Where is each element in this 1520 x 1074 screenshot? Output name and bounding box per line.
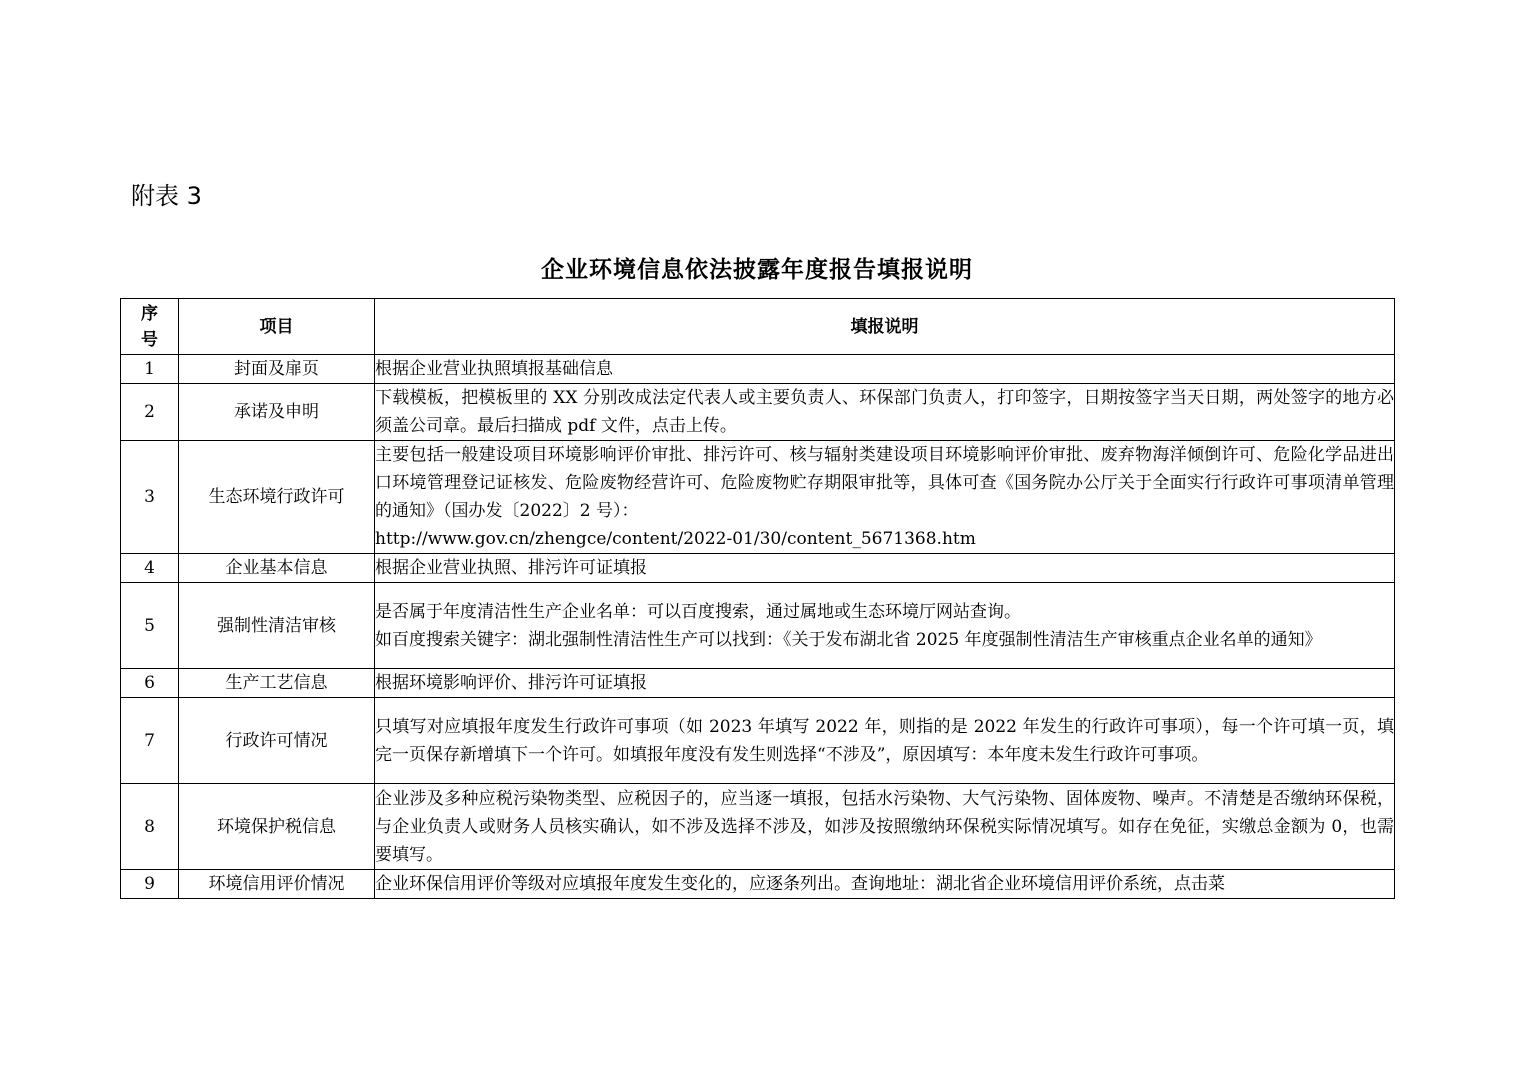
header-serial-number-line1: 序 (141, 303, 158, 324)
instruction-text: 是否属于年度清洁性生产企业名单：可以百度搜索，通过属地或生态环境厅网站查询。 (375, 601, 1021, 622)
row-instructions (375, 669, 1395, 698)
row-instructions (375, 698, 1395, 784)
table-row (121, 554, 1395, 583)
instruction-text: 根据环境影响评价、排污许可证填报 (375, 673, 647, 693)
instruction-text: 下载模板，把模板里的 XX 分别改成法定代表人或主要负责人、环保部门负责人，打印签字，日期按签字当天日期，两处签字的地方必须盖公司章。最后扫描成 pdf 文件，点击上传。 (375, 388, 1394, 436)
instruction-text: 主要包括一般建设项目环境影响评价审批、排污许可、核与辐射类建设项目环境影响评价审批、废弃物海洋倾倒许可、危险化学品进出口环境管理登记证核发、危险废物经营许可、危险废物贮存期限审批等，具体可查《国务院办公厅关于全面实行行政许可事项清单管理的通知》（国办发〔2022〕2 号）： (375, 445, 1394, 521)
row-item: 生态环境行政许可 (179, 441, 375, 554)
table-row (121, 870, 1395, 899)
row-instructions (375, 784, 1395, 870)
instructions-table (120, 298, 1395, 899)
row-item: 环境信用评价情况 (179, 870, 375, 899)
instruction-text: 根据企业营业执照、排污许可证填报 (375, 558, 647, 578)
row-number: 4 (121, 554, 179, 583)
header-item: 项目 (179, 299, 375, 355)
header-serial-number (121, 299, 179, 355)
row-instructions (375, 355, 1395, 384)
row-item: 承诺及申明 (179, 384, 375, 441)
header-serial-number-line2: 号 (141, 329, 158, 350)
instruction-text: 根据企业营业执照填报基础信息 (375, 359, 613, 379)
header-instructions: 填报说明 (375, 299, 1395, 355)
instruction-text: 如百度搜索关键字：湖北强制性清洁性生产可以找到：《关于发布湖北省 2025 年度强制性清洁生产审核重点企业名单的通知》 (375, 629, 1322, 650)
row-number: 2 (121, 384, 179, 441)
table-row (121, 441, 1395, 554)
table-row (121, 669, 1395, 698)
row-number: 3 (121, 441, 179, 554)
table-row (121, 583, 1395, 669)
row-number: 5 (121, 583, 179, 669)
row-item: 生产工艺信息 (179, 669, 375, 698)
row-number: 9 (121, 870, 179, 899)
row-item: 企业基本信息 (179, 554, 375, 583)
row-instructions (375, 583, 1395, 669)
row-number: 7 (121, 698, 179, 784)
table-row (121, 355, 1395, 384)
table-row (121, 384, 1395, 441)
row-instructions (375, 384, 1395, 441)
table-header-row (121, 299, 1395, 355)
row-item: 强制性清洁审核 (179, 583, 375, 669)
row-item: 封面及扉页 (179, 355, 375, 384)
instruction-text: 只填写对应填报年度发生行政许可事项（如 2023 年填写 2022 年，则指的是 2022 年发生的行政许可事项），每一个许可填一页，填完一页保存新增填下一个许可。如填报年度没有发生则选择“不涉及”，原因填写：本年度未发生行政许可事项。 (375, 716, 1394, 765)
instruction-url: http://www.gov.cn/zhengce/content/2022-01/30/content_5671368.htm (375, 529, 976, 549)
row-number: 8 (121, 784, 179, 870)
row-number: 1 (121, 355, 179, 384)
row-instructions (375, 441, 1395, 554)
document-title: 企业环境信息依法披露年度报告填报说明 (541, 256, 973, 283)
row-number: 6 (121, 669, 179, 698)
row-instructions (375, 554, 1395, 583)
annex-label: 附表 3 (131, 182, 202, 210)
row-instructions (375, 870, 1395, 899)
table-row (121, 698, 1395, 784)
row-item: 行政许可情况 (179, 698, 375, 784)
table-row (121, 784, 1395, 870)
instruction-text: 企业涉及多种应税污染物类型、应税因子的，应当逐一填报，包括水污染物、大气污染物、固体废物、噪声。不清楚是否缴纳环保税，与企业负责人或财务人员核实确认，如不涉及选择不涉及，如涉及按照缴纳环保税实际情况填写。如存在免征，实缴总金额为 0，也需要填写。 (375, 788, 1394, 865)
instruction-text: 企业环保信用评价等级对应填报年度发生变化的，应逐条列出。查询地址：湖北省企业环境信用评价系统，点击菜 (375, 874, 1225, 894)
row-item: 环境保护税信息 (179, 784, 375, 870)
